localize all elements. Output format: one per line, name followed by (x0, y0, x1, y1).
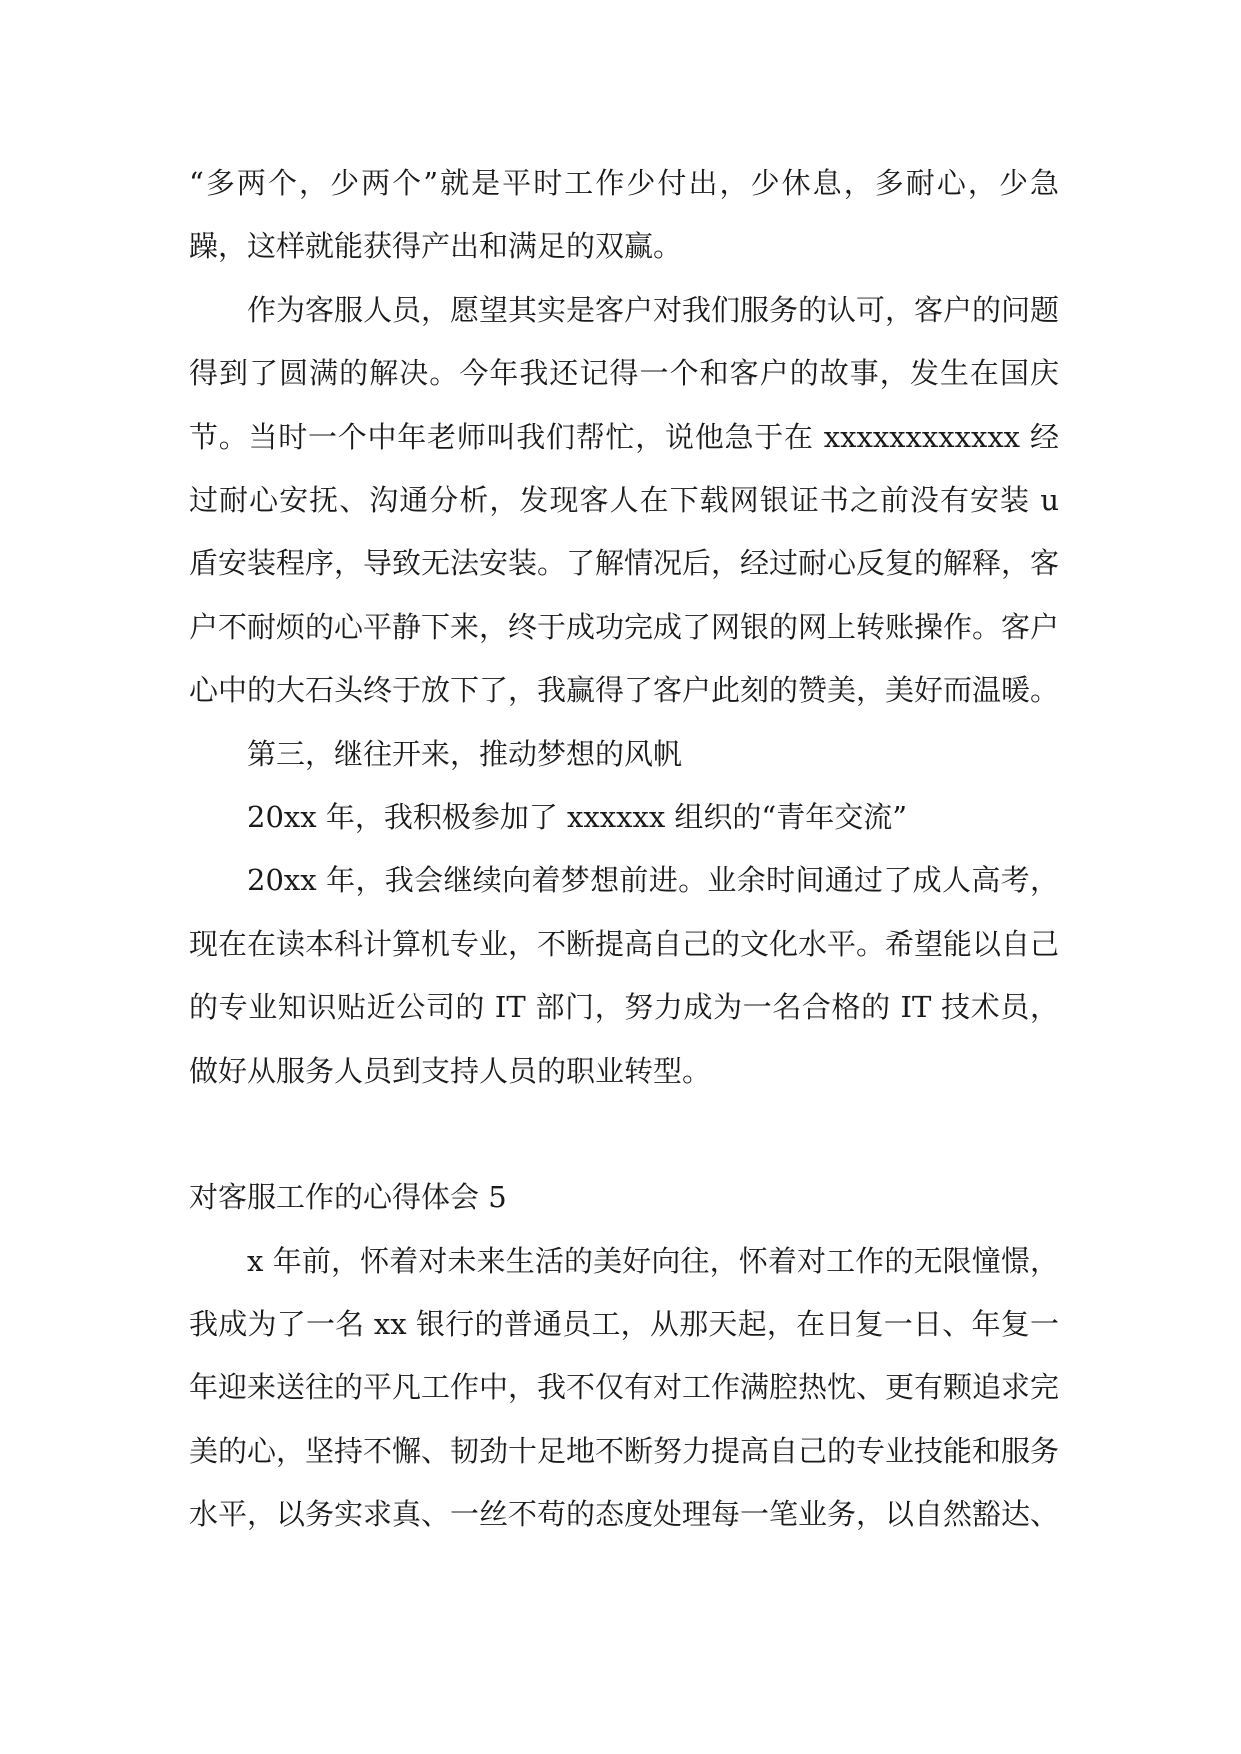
paragraph-3: 第三，继往开来，推动梦想的风帆 (247, 736, 683, 771)
paragraph-1: “多两个，少两个”就是平时工作少付出，少休息，多耐心，少急躁，这样就能获得产出和满足的双赢。 (189, 166, 1059, 264)
section-title: 对客服工作的心得体会 5 (189, 1180, 507, 1215)
document-body (189, 152, 1059, 1547)
paragraph-2: 作为客服人员，愿望其实是客户对我们服务的认可，客户的问题得到了圆满的解决。今年我还记得一个和客户的故事，发生在国庆节。当时一个中年老师叫我们帮忙，说他急于在 xxxxxxxxxxxx 经过耐心安抚、沟通分析，发现客人在下载网银证书之前没有安装 u 盾安装程序，导致无法安装。了解情况后，经过耐心反复的解释，客户不耐烦的心平静下来，终于成功完成了网银的网上转账操作。客户心中的大石头终于放下了，我赢得了客户此刻的赞美，美好而温暖。 (189, 292, 1060, 708)
paragraph-4: 20xx 年，我积极参加了 xxxxxx 组织的“青年交流” (247, 800, 908, 835)
section-paragraph: x 年前，怀着对未来生活的美好向往，怀着对工作的无限憧憬，我成为了一名 xx 银行的普通员工，从那天起，在日复一日、年复一年迎来送往的平凡工作中，我不仅有对工作满腔热忱、更有颗追求完美的心，坚持不懈、韧劲十足地不断努力提高自己的专业技能和服务水平，以务实求真、一丝不苟的态度处理每一笔业务，以自然豁达、 (189, 1243, 1060, 1532)
paragraph-5: 20xx 年，我会继续向着梦想前进。业余时间通过了成人高考，现在在读本科计算机专业，不断提高自己的文化水平。希望能以自己的专业知识贴近公司的 IT 部门，努力成为一名合格的 IT 技术员，做好从服务人员到支持人员的职业转型。 (189, 863, 1060, 1088)
